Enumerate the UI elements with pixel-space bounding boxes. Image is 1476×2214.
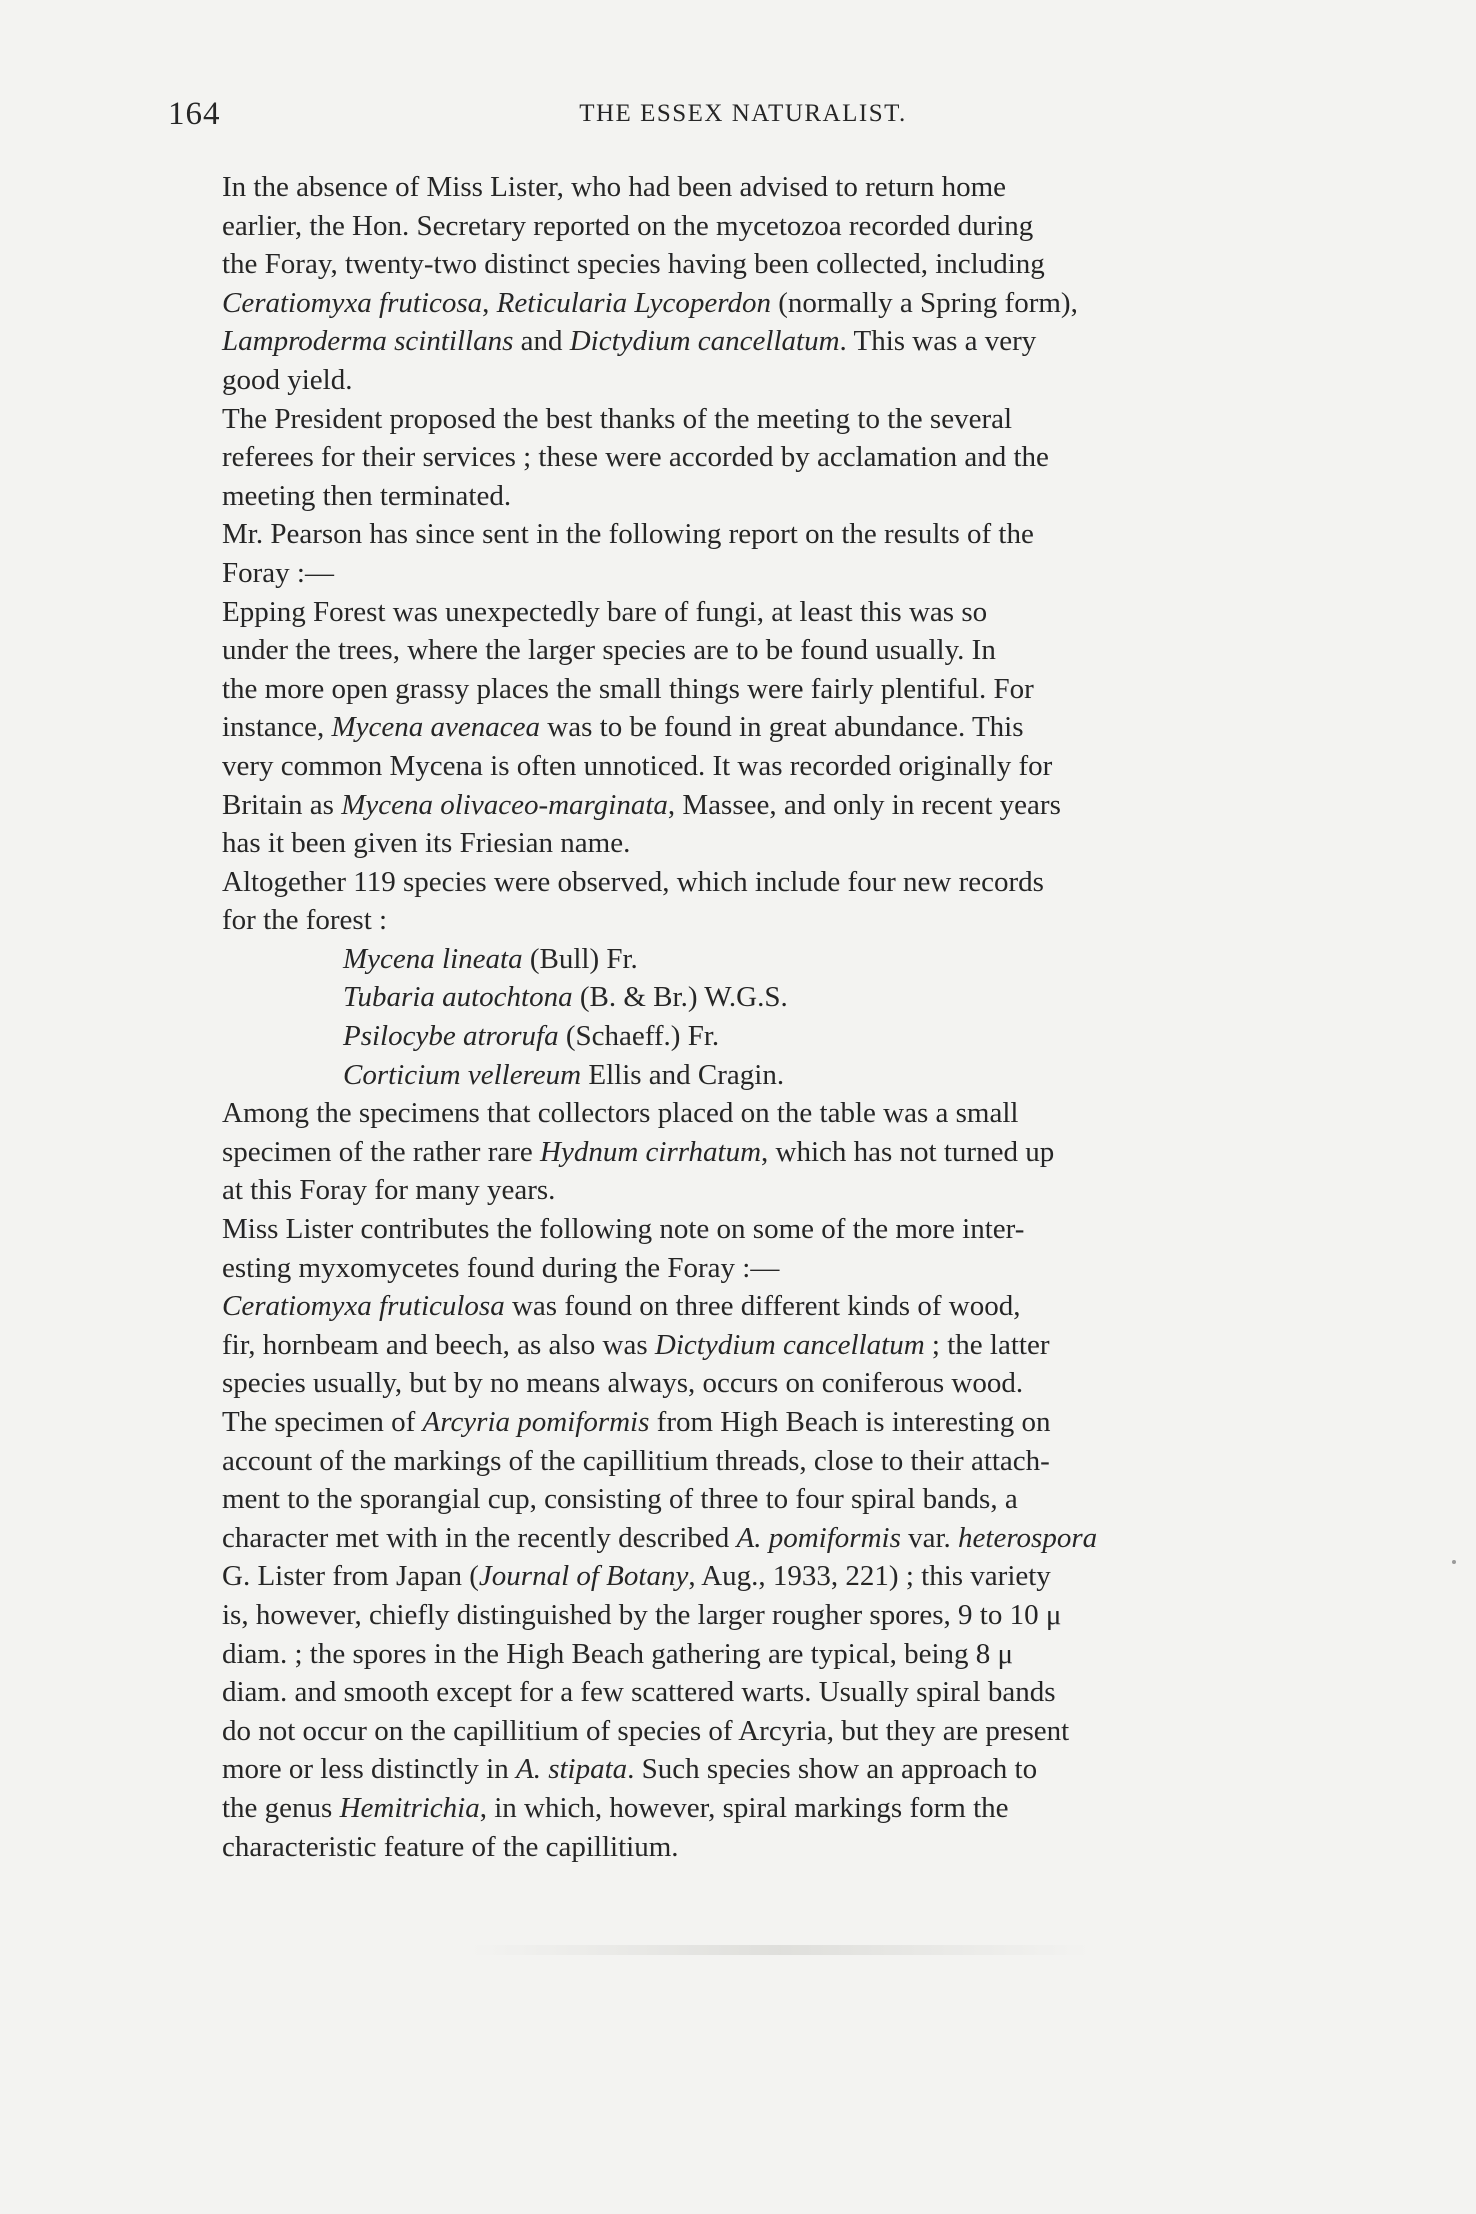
text-line: Ceratiomyxa fruticulosa was found on three different kinds of wood,	[222, 1290, 1021, 1323]
text-line: fir, hornbeam and beech, as also was Dictydium cancellatum ; the latter	[222, 1328, 1050, 1361]
new-records-list	[168, 940, 1318, 1094]
scan-speck	[1452, 1560, 1456, 1564]
species-authority: (Bull) Fr.	[529, 942, 638, 975]
paragraph-species-count	[168, 863, 1318, 940]
text-line: In the absence of Miss Lister, who had been advised to return home	[222, 171, 1007, 203]
text-line: has it been given its Friesian name.	[222, 827, 631, 860]
paragraph-pearson-intro	[168, 515, 1318, 592]
text-line: Among the specimens that collectors placed on the table was a small	[222, 1097, 1019, 1130]
text-line: character met with in the recently described A. pomiformis var. heterospora	[222, 1521, 1098, 1554]
paragraph-president-thanks	[168, 400, 1318, 516]
species-authority: (B. & Br.) W.G.S.	[579, 981, 788, 1014]
species-authority: Ellis and Cragin.	[588, 1058, 785, 1091]
text-line: is, however, chiefly distinguished by the larger rougher spores, 9 to 10 μ	[222, 1598, 1062, 1631]
text-line: species usually, but by no means always, occurs on coniferous wood.	[222, 1367, 1024, 1400]
text-line: the genus Hemitrichia, in which, however, spiral markings form the	[222, 1791, 1009, 1824]
text-line: Mr. Pearson has since sent in the following report on the results of the	[222, 518, 1034, 551]
text-line: very common Mycena is often unnoticed. It was recorded originally for	[222, 749, 1053, 782]
text-line: meeting then terminated.	[222, 479, 512, 512]
paragraph-epping-forest	[168, 593, 1318, 863]
text-line: esting myxomycetes found during the Foray :—	[222, 1251, 780, 1284]
text-line: G. Lister from Japan (Journal of Botany, Aug., 1933, 221) ; this variety	[222, 1560, 1051, 1593]
text-line: the more open grassy places the small things were fairly plentiful. For	[222, 672, 1034, 705]
text-line: Epping Forest was unexpectedly bare of fungi, at least this was so	[222, 595, 988, 628]
species-name: Tubaria autochtona	[343, 981, 573, 1014]
text-line: instance, Mycena avenacea was to be found in great abundance. This	[222, 711, 1024, 744]
text-line: Ceratiomyxa fruticosa, Reticularia Lycoperdon (normally a Spring form),	[222, 286, 1078, 319]
text-line: Foray :—	[222, 556, 334, 589]
text-line: Britain as Mycena olivaceo-marginata, Massee, and only in recent years	[222, 788, 1061, 821]
text-line: The President proposed the best thanks of the meeting to the several	[222, 402, 1013, 435]
text-line: characteristic feature of the capillitium.	[222, 1830, 679, 1863]
scan-smudge	[470, 1945, 1090, 1955]
text-line: do not occur on the capillitium of species of Arcyria, but they are present	[222, 1714, 1070, 1747]
text-line: under the trees, where the larger species are to be found usually. In	[222, 634, 996, 667]
running-title: THE ESSEX NATURALIST.	[579, 100, 907, 127]
paragraph-hydnum-specimen	[168, 1094, 1318, 1210]
body-text	[168, 168, 1318, 1866]
text-line: Miss Lister contributes the following note on some of the more inter-	[222, 1213, 1025, 1246]
text-line: referees for their services ; these were accorded by acclamation and the	[222, 441, 1049, 474]
paragraph-mycetozoa-report	[168, 168, 1318, 400]
list-item	[343, 978, 1318, 1017]
text-line: ment to the sporangial cup, consisting of three to four spiral bands, a	[222, 1483, 1018, 1516]
text-line: diam. and smooth except for a few scattered warts. Usually spiral bands	[222, 1676, 1056, 1709]
list-item	[343, 1056, 1318, 1095]
text-line: at this Foray for many years.	[222, 1174, 556, 1207]
text-line: diam. ; the spores in the High Beach gathering are typical, being 8 μ	[222, 1637, 1014, 1670]
text-line: The specimen of Arcyria pomiformis from High Beach is interesting on	[222, 1406, 1051, 1438]
text-line: for the forest :	[222, 904, 388, 937]
page-header	[168, 96, 1318, 140]
paragraph-myxomycetes-note	[168, 1287, 1318, 1866]
text-line: account of the markings of the capillitium threads, close to their attach-	[222, 1444, 1050, 1477]
species-authority: (Schaeff.) Fr.	[565, 1020, 720, 1053]
paragraph-lister-note-intro	[168, 1210, 1318, 1287]
text-line: specimen of the rather rare Hydnum cirrhatum, which has not turned up	[222, 1135, 1055, 1168]
list-item	[343, 1017, 1318, 1056]
page-number: 164	[168, 96, 221, 132]
text-line: Lamproderma scintillans and Dictydium cancellatum. This was a very	[222, 325, 1037, 358]
text-line: more or less distinctly in A. stipata. Such species show an approach to	[222, 1753, 1038, 1786]
text-line: good yield.	[222, 363, 353, 396]
text-line: Altogether 119 species were observed, which include four new records	[222, 865, 1044, 898]
species-name: Mycena lineata	[343, 942, 523, 975]
list-item	[343, 940, 1318, 979]
species-name: Psilocybe atrorufa	[343, 1020, 559, 1053]
text-line: earlier, the Hon. Secretary reported on the mycetozoa recorded during	[222, 209, 1034, 242]
text-line: the Foray, twenty-two distinct species having been collected, including	[222, 248, 1045, 281]
species-name: Corticium vellereum	[343, 1058, 582, 1091]
